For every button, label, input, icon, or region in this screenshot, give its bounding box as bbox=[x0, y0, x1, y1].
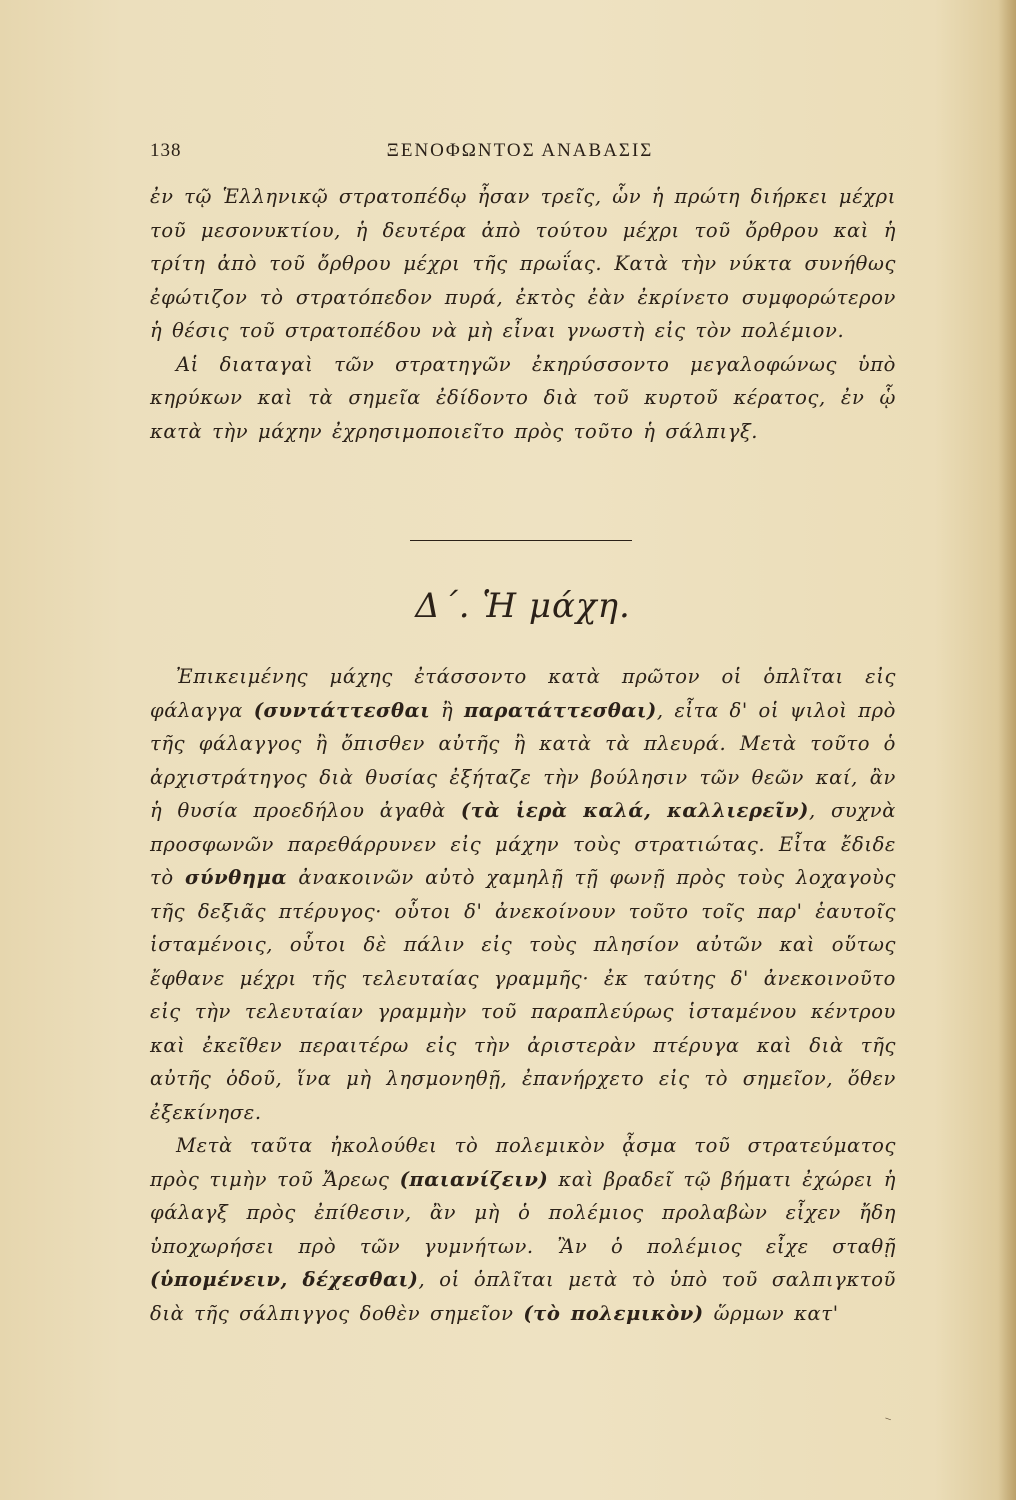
section-title: Δ΄. Ἡ μάχη. bbox=[415, 586, 631, 626]
page-header bbox=[150, 140, 890, 170]
text-run: Ἐπικειμένης μάχης ἐτάσσοντο κατὰ πρῶτον οἱ ὁπλῖται εἰς φάλαγγα bbox=[150, 665, 896, 722]
body-paragraph-1 bbox=[150, 660, 896, 1129]
body-paragraph-2 bbox=[150, 1129, 896, 1330]
bold-term: (τὰ ἱερὰ καλά, καλλιερεῖν) bbox=[460, 799, 810, 822]
intro-text bbox=[150, 180, 896, 448]
stray-mark: ⸌ bbox=[883, 1413, 895, 1429]
body-text bbox=[150, 660, 896, 1330]
bold-term: (ὑπομένειν, δέχεσθαι) bbox=[150, 1268, 419, 1291]
text-run: ἢ bbox=[430, 698, 464, 722]
bold-term: σύνθημα bbox=[185, 866, 288, 889]
text-run: καὶ βραδεῖ τῷ βήματι ἐχώρει ἡ φάλαγξ πρὸς ἐπίθεσιν, ἂν μὴ ὁ πολέμιος προλαβὼν εἶχεν ἤδη ὑποχωρήσει πρὸ τῶν γυμνήτων. Ἂν ὁ πολέμιος εἶχε σταθῇ bbox=[150, 1167, 897, 1258]
text-run: Μετὰ ταῦτα ἠκολούθει τὸ πολεμικὸν ᾆσμα τοῦ στρατεύματος πρὸς τιμὴν τοῦ Ἄρεως bbox=[150, 1134, 896, 1191]
text-run: , εἶτα δ' οἱ ψιλοὶ πρὸ τῆς φάλαγγος ἢ ὄπισθεν αὐτῆς ἢ κατὰ τὰ πλευρά. Μετὰ τοῦτο ὁ ἀρχιστράτηγος διὰ θυσίας ἐξήταζε τὴν βούλησιν τῶν θεῶν καί, ἂν ἡ θυσία προεδήλου ἀγαθὰ bbox=[150, 698, 897, 822]
bold-term: (παιανίζειν) bbox=[399, 1167, 549, 1191]
text-run: ὥρμων κατ' bbox=[703, 1301, 839, 1325]
intro-paragraph-2: Αἱ διαταγαὶ τῶν στρατηγῶν ἐκηρύσσοντο μεγαλοφώνως ὑπὸ κηρύκων καὶ τὰ σημεῖα ἐδίδοντο διὰ τοῦ κυρτοῦ κέρατος, ἐν ᾧ κατὰ τὴν μάχην ἐχρησιμοποιεῖτο πρὸς τοῦτο ἡ σάλπιγξ. bbox=[150, 352, 896, 443]
page-edge-shadow bbox=[998, 0, 1016, 1500]
text-run: , συχνὰ προσφωνῶν παρεθάρρυνεν εἰς μάχην τοὺς στρατιώτας. Εἶτα ἔδιδε τὸ bbox=[150, 799, 897, 889]
running-title: ΞΕΝΟΦΩΝΤΟΣ ΑΝΑΒΑΣΙΣ bbox=[386, 140, 654, 161]
bold-term: (συντάττεσθαι bbox=[253, 698, 431, 722]
page-number: 138 bbox=[150, 140, 182, 161]
intro-paragraph-1: ἐν τῷ Ἑλληνικῷ στρατοπέδῳ ἦσαν τρεῖς, ὧν ἡ πρώτη διήρκει μέχρι τοῦ μεσονυκτίου, ἡ δευτέρα ἀπὸ τούτου μέχρι τοῦ ὄρθρου καὶ ἡ τρίτη ἀπὸ τοῦ ὄρθρου μέχρι τῆς πρωΐας. Κατὰ τὴν νύκτα συνήθως ἐφώτιζον τὸ στρατόπεδον πυρά, ἐκτὸς ἐὰν ἐκρίνετο συμφορώτερον ἡ θέσις τοῦ στρατοπέδου νὰ μὴ εἶναι γνωστὴ εἰς τὸν πολέμιον. bbox=[150, 185, 896, 342]
bold-term: (τὸ πολεμικὸν) bbox=[523, 1301, 704, 1325]
bold-term: παρατάττεσθαι) bbox=[463, 698, 657, 722]
text-run: ἀνακοινῶν αὐτὸ χαμηλῇ τῇ φωνῇ πρὸς τοὺς λοχαγοὺς τῆς δεξιᾶς πτέρυγος· οὗτοι δ' ἀνεκοίνουν τοῦτο τοῖς παρ' ἑαυτοῖς ἱσταμένοις, οὗτοι δὲ πάλιν εἰς τοὺς πλησίον αὐτῶν καὶ οὕτως ἔφθανε μέχρι τῆς τελευταίας γραμμῆς· ἐκ ταύτης δ' ἀνεκοινοῦτο εἰς τὴν τελευταίαν γραμμὴν τοῦ παραπλεύρως ἱσταμένου κέντρου καὶ ἐκεῖθεν περαιτέρω εἰς τὴν ἀριστερὰν πτέρυγα καὶ διὰ τῆς αὐτῆς ὁδοῦ, ἵνα μὴ λησμονηθῇ, ἐπανήρχετο εἰς τὸ σημεῖον, ὅθεν ἐξεκίνησε. bbox=[150, 866, 897, 1124]
text-run: , οἱ ὁπλῖται μετὰ τὸ ὑπὸ τοῦ σαλπιγκτοῦ διὰ τῆς σάλπιγγος δοθὲν σημεῖον bbox=[150, 1268, 896, 1325]
section-divider bbox=[410, 540, 632, 541]
